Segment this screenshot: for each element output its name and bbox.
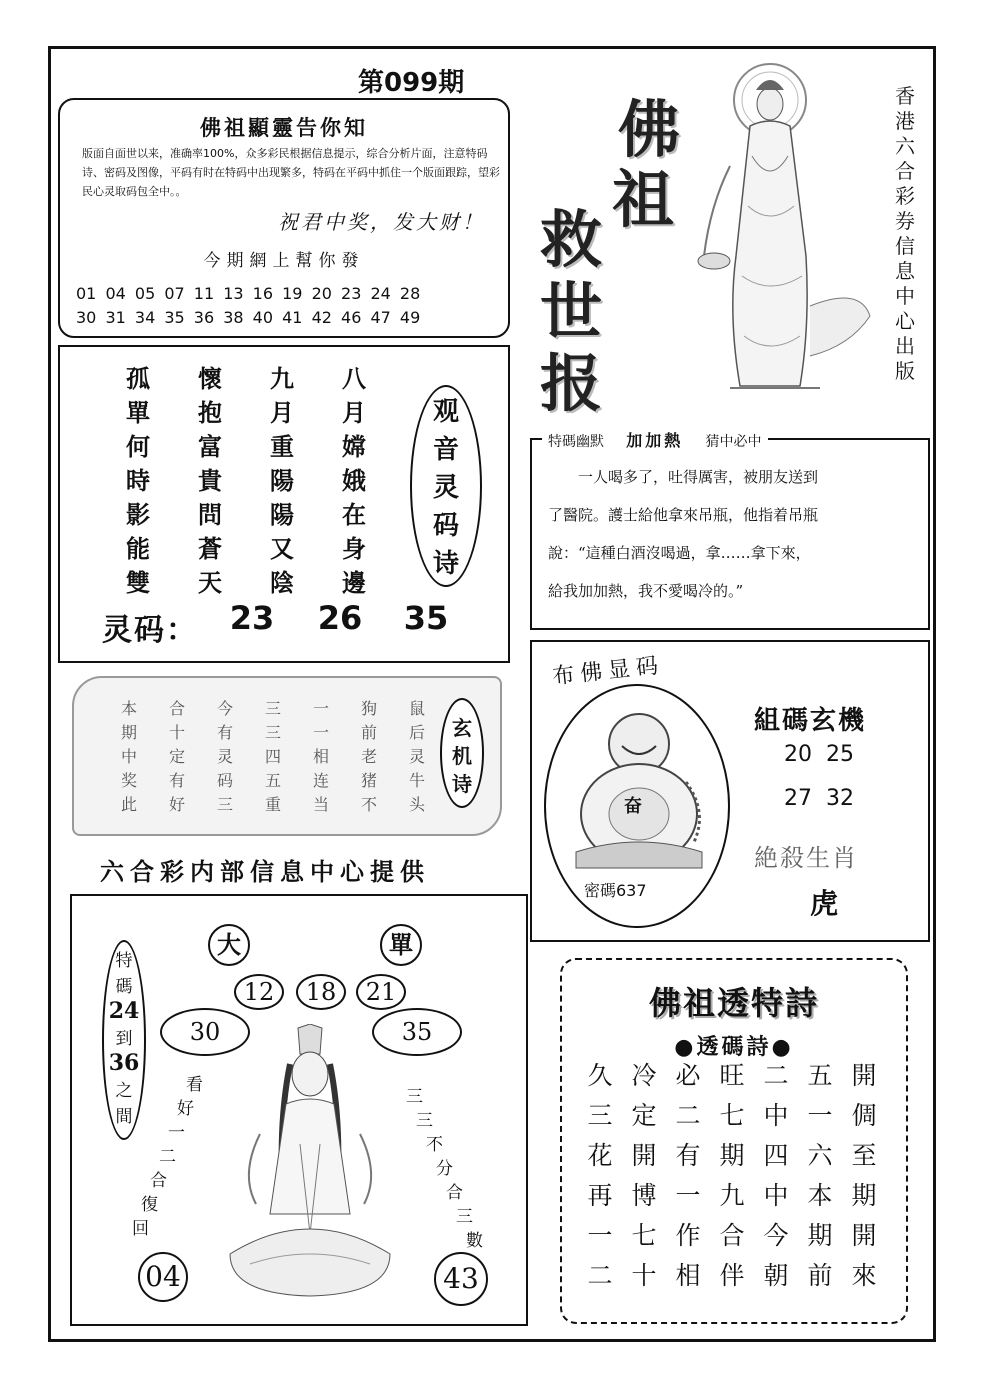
poem-label-char: 诗: [432, 549, 459, 579]
poem-char: 又: [270, 534, 294, 563]
tou-poem-char: 旺: [719, 1061, 745, 1090]
poem-char: 影: [126, 500, 150, 529]
left-number-oval: 30: [160, 1008, 250, 1056]
poem-char: 蒼: [198, 534, 222, 563]
poem-char: 貴: [198, 466, 222, 495]
poem-char: 陽: [270, 466, 294, 495]
publisher-vertical-title: 香港六合彩券信息中心出版: [895, 84, 915, 383]
poem-label-char: 音: [432, 435, 459, 465]
right-verse-char: 不: [426, 1135, 443, 1155]
poem-char: 九: [270, 364, 294, 393]
tou-poem-char: 久: [587, 1061, 613, 1090]
tou-poem-char: 二: [763, 1061, 789, 1090]
title-char-4: 世: [540, 275, 603, 348]
xuanji-char: 本: [120, 699, 137, 718]
xuanji-char: 十: [168, 723, 185, 742]
poem-char: 問: [198, 500, 222, 529]
xuanji-char: 五: [264, 771, 281, 790]
xuanji-char: 好: [168, 795, 185, 814]
xuanji-char: 不: [360, 795, 377, 814]
tou-poem-char: 冷: [631, 1061, 657, 1090]
poem-label-char: 观: [432, 397, 459, 427]
xuanji-char: 一: [312, 699, 329, 718]
joke-line: 一人喝多了，吐得厲害，被朋友送到: [578, 468, 819, 486]
xuanji-char: 有: [216, 723, 233, 742]
poem-char: 富: [198, 432, 222, 461]
xuanji-char: 重: [264, 795, 281, 814]
tou-poem-char: 必: [675, 1061, 701, 1090]
xuanji-label-char: 玄: [452, 716, 472, 740]
notice-box: [58, 98, 510, 338]
xuanji-char: 狗: [360, 699, 377, 718]
xuanji-label-char: 机: [452, 744, 472, 768]
special-range-char: 碼: [115, 977, 133, 997]
joke-header-left: 特碼幽默: [548, 434, 604, 450]
poem-char: 能: [126, 534, 150, 563]
poem-char: 娥: [342, 466, 366, 495]
tou-poem-char: 朝: [763, 1261, 789, 1290]
poem-char: 月: [270, 398, 294, 427]
tou-poem-char: 作: [675, 1221, 701, 1250]
poem-char: 邊: [342, 568, 366, 597]
xuanji-poem-scroll: [72, 676, 502, 836]
provider-line: 六合彩内部信息中心提供: [100, 857, 430, 886]
xuanji-char: 码: [216, 771, 233, 790]
right-verse-char: 合: [446, 1183, 463, 1203]
tou-poem-char: 二: [675, 1101, 701, 1130]
tou-poem-char: 期: [719, 1141, 745, 1170]
poem-char: 陽: [270, 500, 294, 529]
buddha-arc-text: 布佛显码: [551, 653, 666, 690]
tou-poem-char: 五: [807, 1061, 833, 1090]
secret-code: 密碼637: [584, 881, 647, 900]
tou-poem-char: 六: [807, 1141, 833, 1170]
big-circle: 大: [208, 924, 250, 966]
poem-label-char: 灵: [432, 473, 459, 503]
title-char-2: 祖: [612, 163, 675, 236]
xuanji-char: 后: [408, 723, 425, 742]
special-range-char: 36: [108, 1050, 140, 1076]
left-verse-char: 回: [132, 1219, 149, 1239]
tou-poem-char: 中: [763, 1181, 789, 1210]
xuanji-char: 奖: [120, 771, 137, 790]
tou-poem-char: 有: [675, 1141, 701, 1170]
joke-header-title: 加加熱: [626, 431, 684, 450]
poem-char: 何: [126, 432, 150, 461]
xuanji-label-char: 诗: [452, 772, 472, 796]
xuanji-char: 三: [264, 723, 281, 742]
left-verse-char: 好: [177, 1099, 194, 1119]
right-verse-char: 數: [466, 1231, 483, 1251]
tou-poem-char: 定: [631, 1101, 657, 1130]
xuanji-char: 灵: [216, 747, 233, 766]
special-range-char: 24: [108, 998, 140, 1024]
left-verse-char: 復: [141, 1195, 158, 1215]
tou-poem-char: 開: [631, 1141, 657, 1170]
joke-header-right: 猜中必中: [705, 434, 762, 450]
xuanji-char: 期: [120, 723, 137, 742]
poem-char: 陰: [270, 568, 294, 597]
xuanji-char: 老: [360, 747, 377, 766]
guanyin-poem-box: [58, 345, 510, 663]
xuanji-char: 一: [312, 723, 329, 742]
tou-poem-char: 七: [631, 1221, 657, 1250]
xuanji-char: 鼠: [408, 699, 425, 718]
tou-poem-char: 一: [807, 1101, 833, 1130]
lingma-number: 26: [317, 599, 363, 637]
tou-poem-char: 期: [807, 1221, 833, 1250]
kill-zodiac-title: 絶殺生肖: [754, 844, 858, 872]
laughing-buddha-illustration: [566, 702, 712, 872]
xuanji-char: 中: [120, 747, 137, 766]
poem-char: 孤: [126, 364, 150, 393]
tou-poem-box: [560, 958, 908, 1324]
xuanji-char: 前: [360, 723, 377, 742]
tou-poem-char: 一: [587, 1221, 613, 1250]
tou-poem-char: 期: [851, 1181, 877, 1210]
xuanji-char: 猪: [360, 771, 377, 790]
tou-poem-title: 佛祖透特詩: [648, 984, 819, 1022]
notice-subtitle: 今期網上幫你發: [203, 251, 365, 271]
lingma-number: 23: [229, 599, 275, 637]
tou-poem-char: 合: [719, 1221, 745, 1250]
poem-char: 雙: [126, 568, 150, 597]
special-range-char: 間: [115, 1107, 133, 1127]
xuanji-char: 四: [264, 747, 281, 766]
lingma-label: 灵码：: [102, 613, 198, 648]
notice-wish: 祝君中奖，发大财！: [278, 210, 485, 234]
xuanji-char: 连: [312, 771, 329, 790]
title-char-1: 佛: [618, 93, 681, 166]
notice-body: 版面自面世以来，准确率100%，众多彩民根据信息提示，综合分析片面，注意特码诗、密码及图像，平码有时在特码中出现繁多，特码在平码中抓住一个版面跟踪，望彩民心灵取码包全中。。: [82, 147, 500, 198]
lingma-number: 35: [403, 599, 449, 637]
tou-poem-char: 九: [719, 1181, 745, 1210]
tou-poem-char: 中: [763, 1101, 789, 1130]
top-number-circle: 18: [296, 974, 346, 1010]
xuanji-char: 相: [312, 747, 329, 766]
notice-title: 佛祖顯靈告你知: [200, 115, 368, 140]
combo-title: 組碼玄機: [754, 706, 867, 736]
bottom-right-number-circle: 43: [434, 1252, 488, 1306]
tou-poem-char: 來: [851, 1261, 877, 1290]
tou-poem-char: 開: [851, 1221, 877, 1250]
poem-char: 在: [342, 500, 366, 529]
combo-row-1: 20 25: [784, 742, 854, 767]
special-range-char: 之: [115, 1081, 133, 1101]
buddha-box: [530, 640, 930, 942]
tou-poem-char: 今: [763, 1221, 789, 1250]
top-number-circle: 21: [356, 974, 406, 1010]
special-code-box: [70, 894, 528, 1326]
title-char-3: 救: [540, 203, 603, 276]
numbers-row-1: 01 04 05 07 11 13 16 19 20 23 24 28: [76, 284, 421, 303]
tou-poem-char: 博: [631, 1181, 657, 1210]
special-range-char: 到: [115, 1029, 133, 1049]
joke-line: 了醫院。護士給他拿來吊瓶，他指着吊瓶: [548, 506, 819, 524]
tou-poem-char: 開: [851, 1061, 877, 1090]
tou-poem-char: 七: [719, 1101, 745, 1130]
issue-number: 第099期: [358, 68, 465, 98]
tou-poem-subtitle: ●透碼詩●: [674, 1034, 794, 1060]
xuanji-char: 三: [216, 795, 233, 814]
guanyin-standing-illustration: [690, 56, 880, 400]
left-verse-char: 看: [186, 1075, 203, 1095]
guanyin-seated-illustration: [220, 1024, 400, 1314]
xuanji-char: 有: [168, 771, 185, 790]
numbers-row-2: 30 31 34 35 36 38 40 41 42 46 47 49: [76, 308, 421, 327]
poem-char: 天: [198, 568, 222, 597]
xuanji-char: 当: [312, 795, 329, 814]
title-char-5: 报: [540, 347, 603, 420]
buddha-belly-char: 奋: [624, 796, 642, 817]
tou-poem-char: 倜: [851, 1101, 877, 1130]
xuanji-char: 此: [120, 795, 137, 814]
tou-poem-char: 一: [675, 1181, 701, 1210]
joke-box: [530, 431, 930, 630]
xuanji-char: 合: [168, 699, 185, 718]
joke-line: 給我加加熱，我不愛喝冷的。”: [548, 582, 744, 600]
xuanji-char: 定: [168, 747, 185, 766]
top-number-circle: 12: [234, 974, 284, 1010]
xuanji-char: 三: [264, 699, 281, 718]
joke-line: 說：“這種白酒沒喝過，拿……拿下來，: [548, 544, 811, 562]
single-circle: 單: [380, 924, 422, 966]
poem-char: 懷: [198, 364, 222, 393]
xuanji-char: 灵: [408, 747, 425, 766]
right-number-oval: 35: [372, 1008, 462, 1056]
poem-char: 嫦: [342, 432, 366, 461]
joke-header: [542, 428, 768, 451]
right-verse-char: 三: [406, 1087, 423, 1107]
right-verse-char: 三: [456, 1207, 473, 1227]
tou-poem-char: 二: [587, 1261, 613, 1290]
tou-poem-char: 四: [763, 1141, 789, 1170]
bottom-left-number-circle: 04: [138, 1252, 188, 1302]
tou-poem-char: 三: [587, 1101, 613, 1130]
tou-poem-char: 前: [807, 1261, 833, 1290]
left-verse-char: 二: [159, 1147, 176, 1167]
tou-poem-char: 相: [675, 1261, 701, 1290]
special-range-char: 特: [115, 951, 133, 971]
tou-poem-char: 伴: [719, 1261, 745, 1290]
poem-char: 單: [126, 398, 150, 427]
right-verse-char: 三: [416, 1111, 433, 1131]
left-verse-char: 合: [150, 1171, 167, 1191]
tou-poem-char: 花: [587, 1141, 613, 1170]
right-verse-char: 分: [436, 1159, 453, 1179]
combo-row-2: 27 32: [784, 786, 854, 811]
poem-char: 時: [126, 466, 150, 495]
left-verse-char: 一: [168, 1123, 185, 1143]
poem-char: 八: [342, 364, 366, 393]
tou-poem-char: 十: [631, 1261, 657, 1290]
poem-char: 身: [342, 534, 366, 563]
xuanji-char: 牛: [408, 771, 425, 790]
poem-char: 月: [342, 398, 366, 427]
poem-char: 抱: [198, 398, 222, 427]
tou-poem-char: 再: [587, 1181, 613, 1210]
joke-text: [548, 458, 920, 610]
xuanji-char: 今: [216, 699, 233, 718]
poem-char: 重: [270, 432, 294, 461]
poem-label-char: 码: [432, 511, 459, 541]
kill-zodiac: 虎: [810, 887, 839, 920]
tou-poem-char: 至: [851, 1141, 877, 1170]
xuanji-char: 头: [408, 795, 425, 814]
tou-poem-char: 本: [807, 1181, 833, 1210]
